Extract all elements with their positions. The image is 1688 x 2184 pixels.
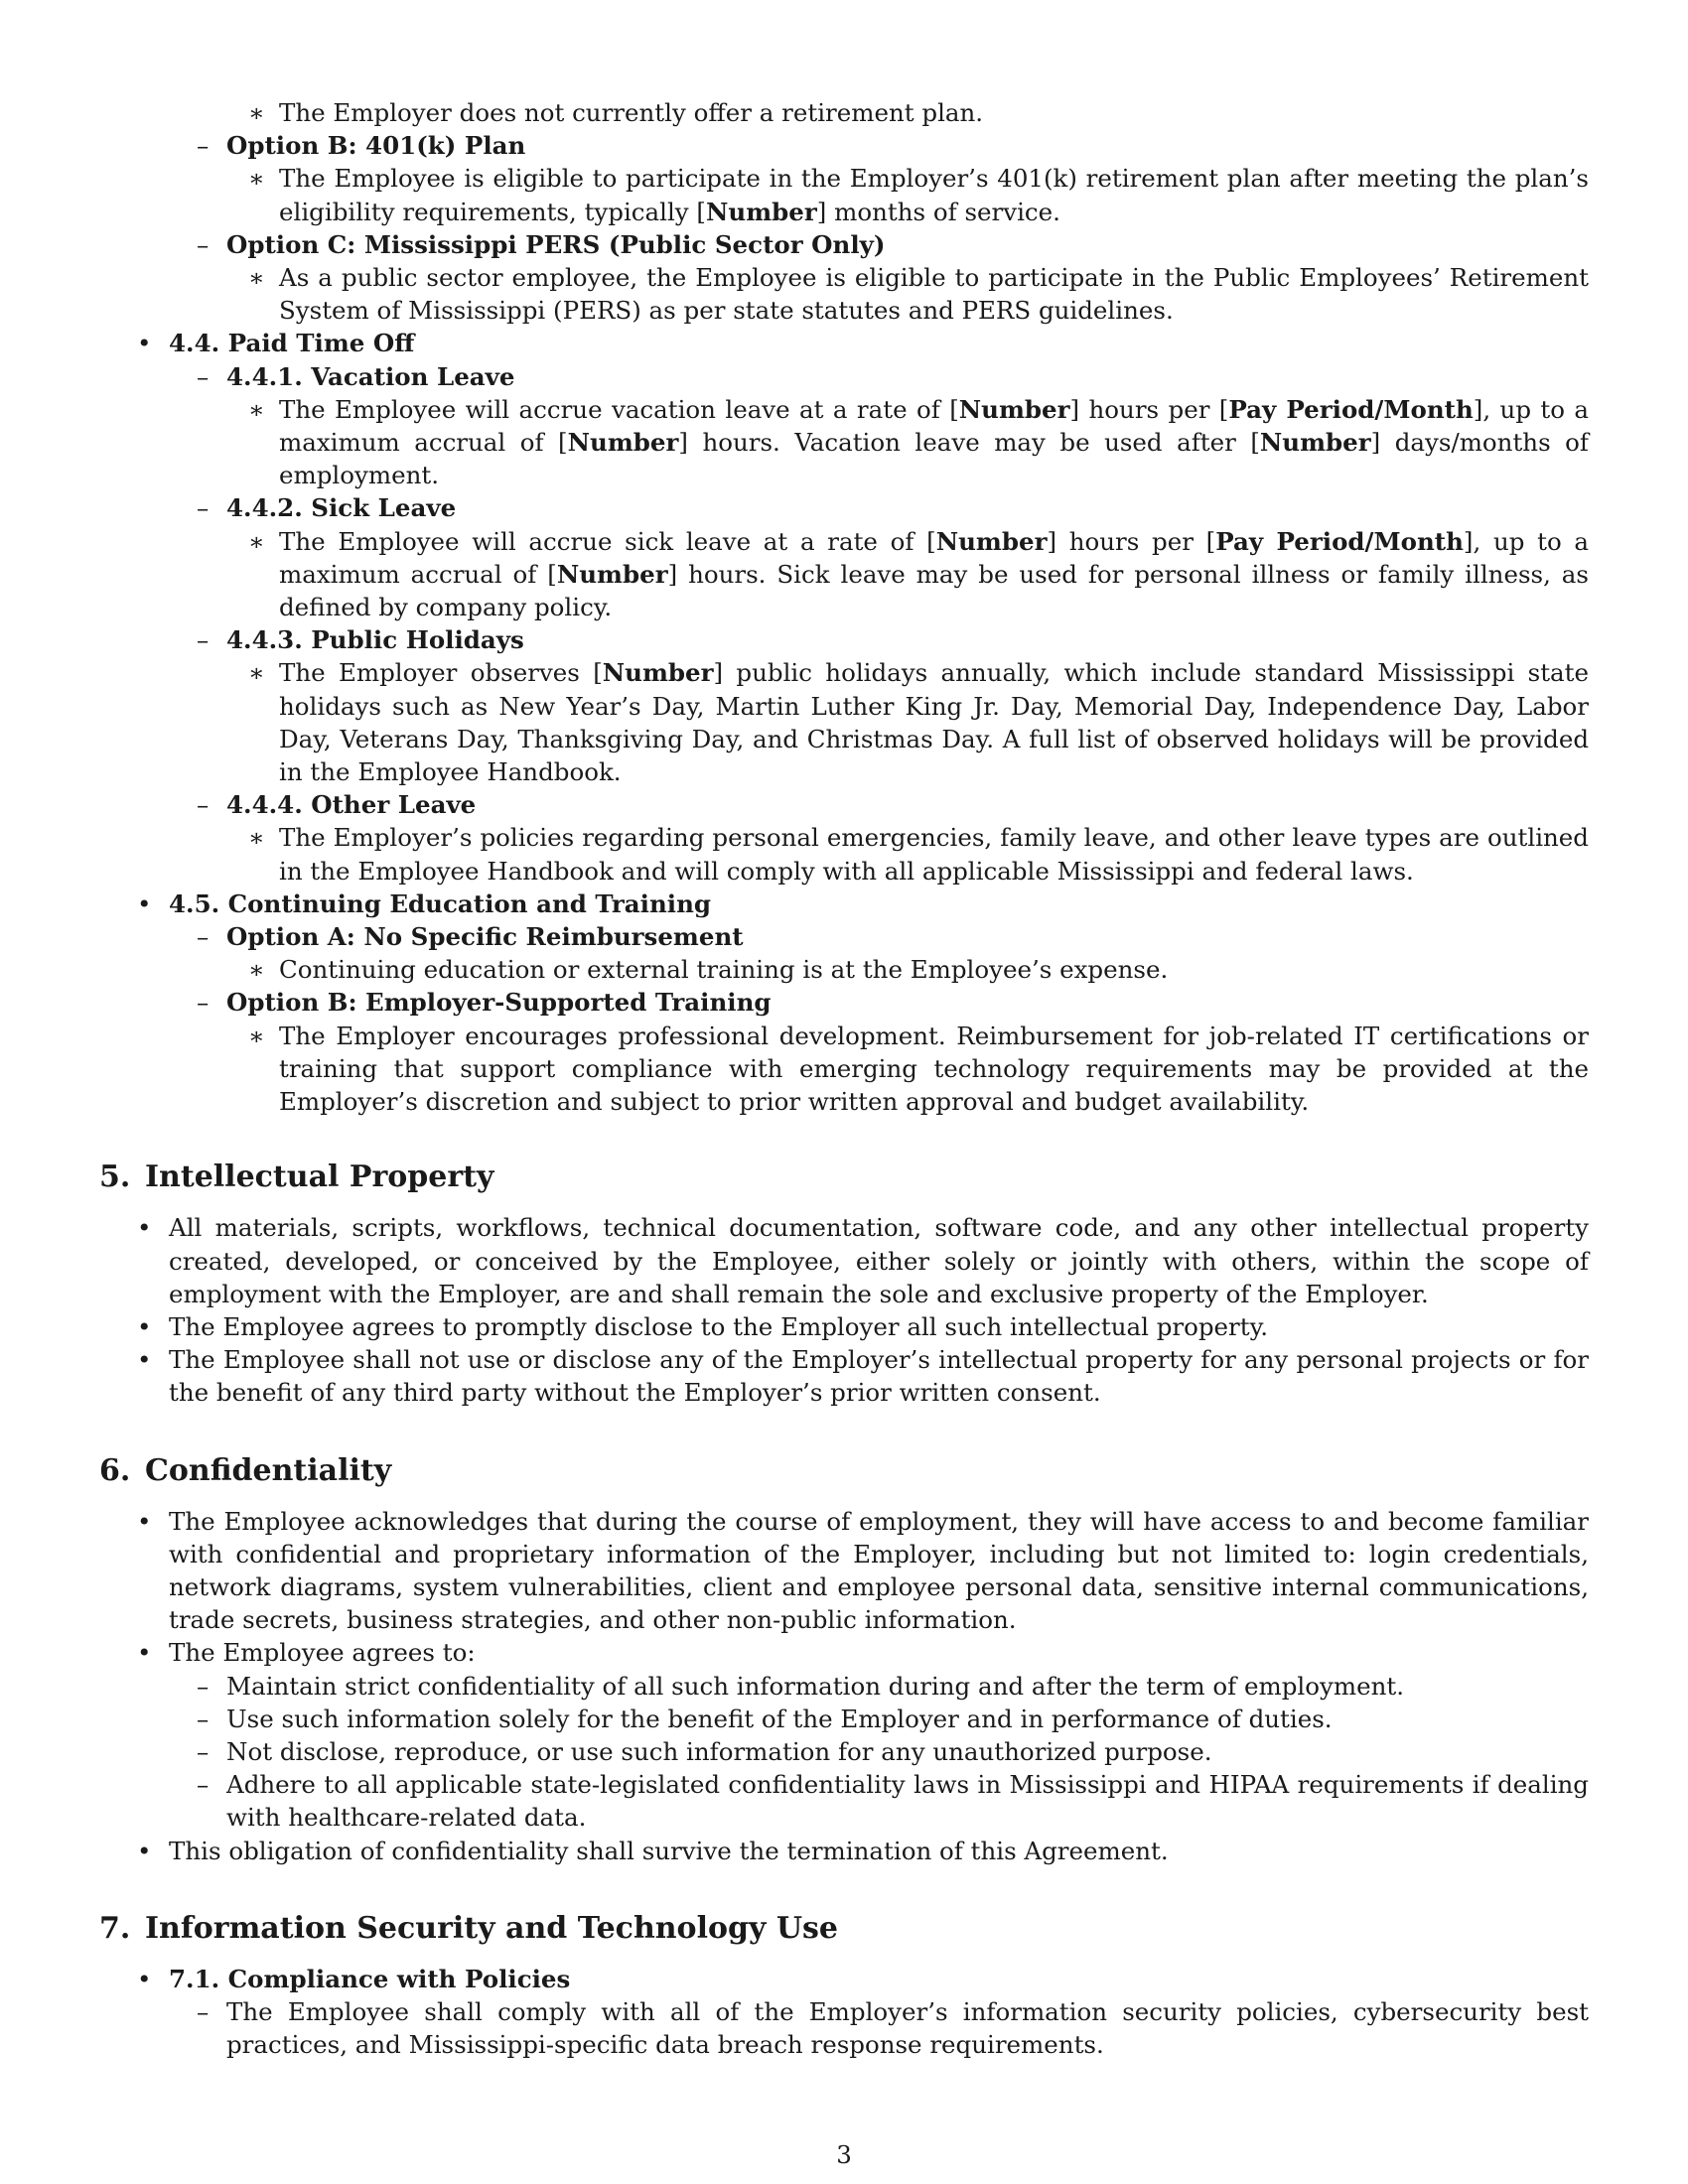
other-leave-title: 4.4.4. Other Leave	[226, 790, 477, 820]
star-marker: ∗	[248, 1021, 265, 1050]
compliance-item	[99, 1995, 1589, 2061]
section-5-title: Intellectual Property	[145, 1160, 494, 1195]
dash-marker: –	[197, 1736, 210, 1766]
other-leave-item	[99, 821, 1589, 887]
training-option-b-title: Option B: Employer-Supported Training	[226, 988, 772, 1018]
compliance-heading	[99, 1963, 1589, 1995]
placeholder-number: Number	[705, 197, 817, 226]
retirement-option-c-text: As a public sector employee, the Employee is eligible to participate in the Public Employees’ Retirement System of Mississippi (PERS) as per state statutes and PERS guidelines.	[279, 263, 1589, 326]
dash-marker: –	[197, 988, 210, 1018]
star-marker: ∗	[248, 394, 265, 424]
star-marker: ∗	[248, 823, 265, 853]
confidentiality-sub-item	[99, 1703, 1589, 1735]
training-option-a-title: Option A: No Specific Reimbursement	[226, 922, 744, 952]
retirement-option-b	[99, 129, 1589, 162]
confidentiality-sub-item	[99, 1768, 1589, 1834]
training-option-b-item	[99, 1020, 1589, 1119]
pto-heading	[99, 327, 1589, 359]
retirement-none-item	[99, 96, 1589, 129]
retirement-option-b-title: Option B: 401(k) Plan	[226, 131, 526, 161]
ip-item	[99, 1310, 1589, 1343]
confidentiality-intro-item	[99, 1505, 1589, 1637]
star-marker: ∗	[248, 658, 265, 688]
dash-marker: –	[197, 1770, 210, 1800]
section-7-number: 7.	[99, 1910, 131, 1946]
vacation-heading	[99, 360, 1589, 393]
section-7-heading	[99, 1911, 1589, 1947]
other-leave-text: The Employer’s policies regarding personal emergencies, family leave, and other leave types are outlined in the Employee Handbook and will comply with all applicable Mississippi and federal laws.	[279, 823, 1589, 886]
confidentiality-sub-text: Not disclose, reproduce, or use such information for any unauthorized purpose.	[226, 1736, 1212, 1766]
training-option-a-text: Continuing education or external training is at the Employee’s expense.	[279, 955, 1169, 985]
section-6-heading	[99, 1453, 1589, 1489]
bullet-marker: •	[137, 1964, 152, 1993]
star-marker: ∗	[248, 526, 265, 556]
bullet-marker: •	[137, 1213, 152, 1243]
page-number: 3	[836, 2140, 852, 2169]
star-marker: ∗	[248, 263, 265, 293]
dash-marker: –	[197, 625, 210, 655]
holidays-title: 4.4.3. Public Holidays	[226, 625, 524, 655]
training-option-a-item	[99, 953, 1589, 986]
ip-item-text: The Employee agrees to promptly disclose to the Employer all such intellectual property.	[169, 1311, 1268, 1341]
bullet-marker: •	[137, 1506, 152, 1536]
dash-marker: –	[197, 131, 210, 161]
confidentiality-survive-item	[99, 1835, 1589, 1867]
confidentiality-survive-text: This obligation of confidentiality shall survive the termination of this Agreement.	[169, 1836, 1169, 1865]
sick-item	[99, 525, 1589, 624]
dash-marker: –	[197, 922, 210, 952]
other-leave-heading	[99, 788, 1589, 821]
bullet-marker: •	[137, 1345, 152, 1375]
retirement-option-c	[99, 228, 1589, 261]
ip-item-text: The Employee shall not use or disclose any of the Employer’s intellectual property for any personal projects or for the benefit of any third party without the Employer’s prior written consent.	[169, 1345, 1589, 1408]
bullet-marker: •	[137, 1311, 152, 1341]
star-marker: ∗	[248, 955, 265, 985]
compliance-text: The Employee shall comply with all of the Employer’s information security policies, cybersecurity best practices, and Mississippi-specific data breach response requirements.	[226, 1996, 1589, 2060]
confidentiality-sub-text: Adhere to all applicable state-legislated confidentiality laws in Mississippi and HIPAA requirements if dealing with healthcare-related data.	[226, 1770, 1589, 1833]
training-option-b	[99, 986, 1589, 1019]
vacation-title: 4.4.1. Vacation Leave	[226, 361, 515, 391]
dash-marker: –	[197, 790, 210, 820]
bullet-marker: •	[137, 888, 152, 918]
confidentiality-sub-text: Maintain strict confidentiality of all such information during and after the term of employment.	[226, 1671, 1404, 1701]
confidentiality-sub-item	[99, 1735, 1589, 1768]
dash-marker: –	[197, 229, 210, 259]
vacation-text: The Employee will accrue vacation leave at a rate of [Number] hours per [Pay Period/Month], up to a maximum accrual of [Number] hours. Vacation leave may be used after [Number] days/months of employment.	[279, 394, 1590, 490]
training-option-a	[99, 920, 1589, 953]
retirement-option-b-text: The Employee is eligible to participate in the Employer’s 401(k) retirement plan after meeting the plan’s eligibility requirements, typically [Number] months of service.	[279, 164, 1589, 226]
document-page	[99, 96, 1589, 2061]
ip-item	[99, 1343, 1589, 1409]
confidentiality-agrees-text: The Employee agrees to:	[169, 1638, 476, 1668]
sick-title: 4.4.2. Sick Leave	[226, 493, 457, 523]
star-marker: ∗	[248, 98, 265, 127]
dash-marker: –	[197, 1671, 210, 1701]
training-heading	[99, 887, 1589, 920]
dash-marker: –	[197, 1996, 210, 2026]
confidentiality-sub-item	[99, 1670, 1589, 1703]
retirement-none-text: The Employer does not currently offer a retirement plan.	[279, 98, 984, 127]
dash-marker: –	[197, 493, 210, 523]
dash-marker: –	[197, 361, 210, 391]
star-marker: ∗	[248, 164, 265, 194]
ip-item	[99, 1211, 1589, 1310]
holidays-item	[99, 656, 1589, 788]
retirement-option-c-title: Option C: Mississippi PERS (Public Sector Only)	[226, 229, 886, 259]
sick-heading	[99, 491, 1589, 524]
section-6-title: Confidentiality	[145, 1452, 392, 1488]
holidays-text: The Employer observes [Number] public holidays annually, which include standard Mississippi state holidays such as New Year’s Day, Martin Luther King Jr. Day, Memorial Day, Independence Day, Labor Day, Veterans Day, Thanksgiving Day, and Christmas Day. A full list of observed holidays will be provided in the Employee Handbook.	[279, 658, 1589, 787]
training-title: 4.5. Continuing Education and Training	[169, 888, 712, 918]
sick-text: The Employee will accrue sick leave at a rate of [Number] hours per [Pay Period/Month], up to a maximum accrual of [Number] hours. Sick leave may be used for personal illness or family illness, as defined by company policy.	[279, 526, 1590, 622]
confidentiality-agrees-item	[99, 1636, 1589, 1669]
bullet-marker: •	[137, 1836, 152, 1865]
retirement-option-c-item	[99, 261, 1589, 327]
confidentiality-sub-text: Use such information solely for the benefit of the Employer and in performance of duties.	[226, 1704, 1333, 1733]
section-5-number: 5.	[99, 1160, 131, 1195]
section-6-number: 6.	[99, 1452, 131, 1488]
bullet-marker: •	[137, 329, 152, 358]
training-option-b-text: The Employer encourages professional development. Reimbursement for job-related IT certifications or training that support compliance with emerging technology requirements may be provided at the Employer’s discretion and subject to prior written approval and budget availability.	[279, 1021, 1589, 1117]
confidentiality-intro-text: The Employee acknowledges that during the course of employment, they will have access to and become familiar with confidential and proprietary information of the Employer, including but not limited to: login credentials, network diagrams, system vulnerabilities, client and employee personal data, sensitive internal communications, trade secrets, business strategies, and other non-public information.	[169, 1506, 1589, 1635]
ip-item-text: All materials, scripts, workflows, technical documentation, software code, and any other intellectual property created, developed, or conceived by the Employee, either solely or jointly with others, within the scope of employment with the Employer, are and shall remain the sole and exclusive property of the Employer.	[169, 1213, 1589, 1308]
retirement-option-b-item	[99, 162, 1589, 227]
section-5-heading	[99, 1160, 1589, 1195]
holidays-heading	[99, 623, 1589, 656]
vacation-item	[99, 393, 1589, 492]
dash-marker: –	[197, 1704, 210, 1733]
section-7-title: Information Security and Technology Use	[145, 1910, 838, 1946]
bullet-marker: •	[137, 1638, 152, 1668]
compliance-title: 7.1. Compliance with Policies	[169, 1964, 571, 1993]
pto-title: 4.4. Paid Time Off	[169, 329, 415, 358]
